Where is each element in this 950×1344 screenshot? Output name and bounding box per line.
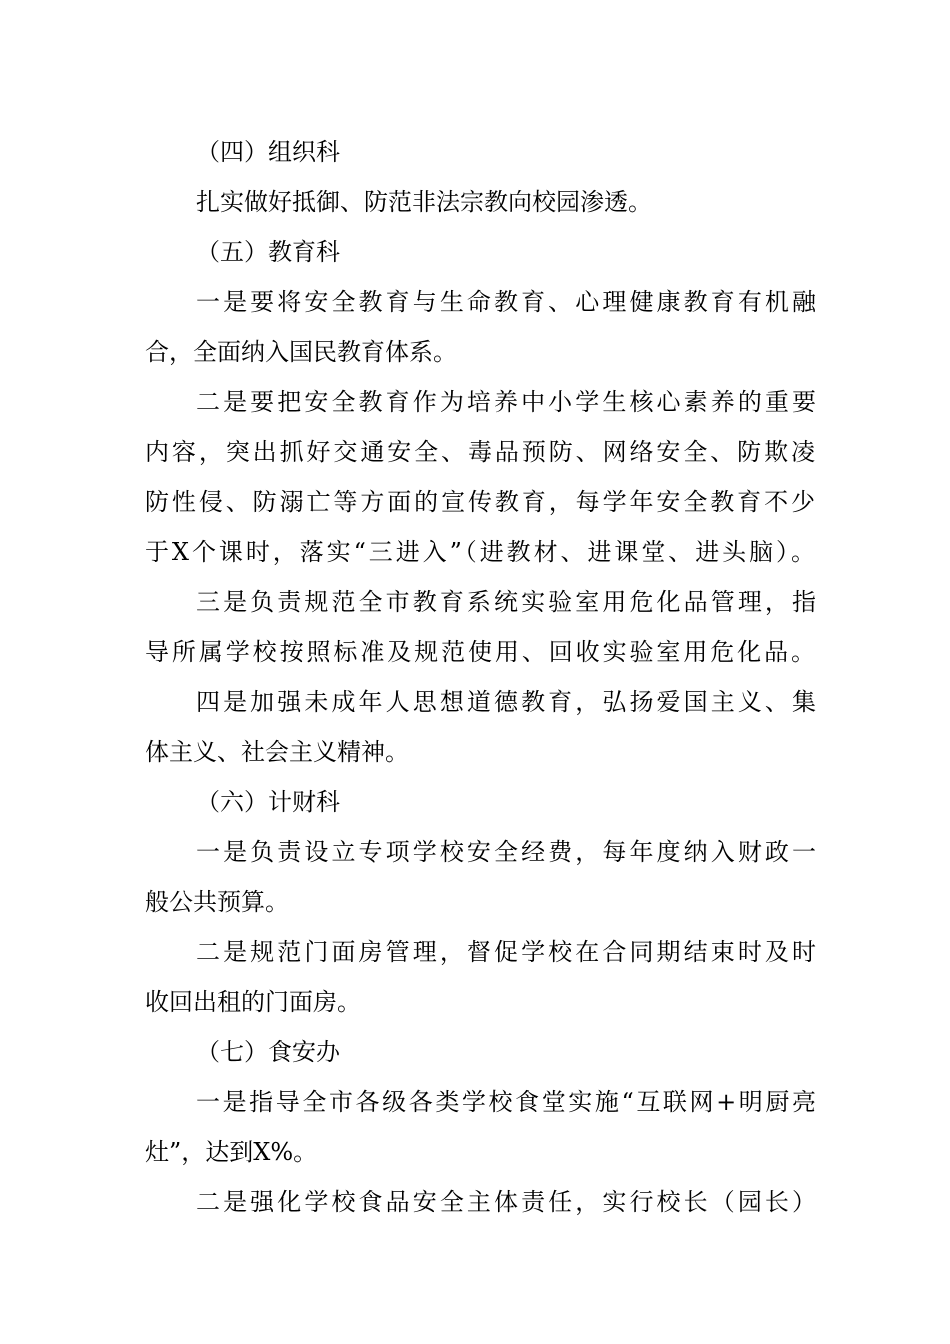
paragraph-line: 二是要把安全教育作为培养中小学生核心素养的重要 [196, 388, 816, 416]
paragraph-line: 一是指导全市各级各类学校食堂实施“互联网+明厨亮 [196, 1088, 816, 1116]
paragraph-line: 合，全面纳入国民教育体系。 [145, 338, 457, 366]
section-heading-finance: （六）计财科 [196, 788, 340, 816]
section-heading-organization: （四）组织科 [196, 138, 340, 166]
section-heading-food-safety: （七）食安办 [196, 1038, 340, 1066]
paragraph-line: 四是加强未成年人思想道德教育，弘扬爱国主义、集 [196, 688, 816, 716]
paragraph-line: 二是规范门面房管理，督促学校在合同期结束时及时 [196, 938, 816, 966]
paragraph-line: 灶”，达到X%。 [145, 1138, 318, 1166]
paragraph-line: 二是强化学校食品安全主体责任，实行校长（园长） [196, 1188, 816, 1216]
paragraph-line: 防性侵、防溺亡等方面的宣传教育，每学年安全教育不少 [145, 488, 815, 516]
paragraph-line: 三是负责规范全市教育系统实验室用危化品管理，指 [196, 588, 816, 616]
section-heading-education: （五）教育科 [196, 238, 340, 266]
paragraph-line: 一是要将安全教育与生命教育、心理健康教育有机融 [196, 288, 816, 316]
paragraph-line: 般公共预算。 [145, 888, 289, 916]
paragraph-line: 体主义、社会主义精神。 [145, 738, 409, 766]
paragraph-line: 内容，突出抓好交通安全、毒品预防、网络安全、防欺凌 [145, 438, 815, 466]
paragraph-line: 收回出租的门面房。 [145, 988, 361, 1016]
paragraph-line: 一是负责设立专项学校安全经费，每年度纳入财政一 [196, 838, 816, 866]
paragraph-line: 扎实做好抵御、防范非法宗教向校园渗透。 [196, 188, 652, 216]
paragraph-line: 导所属学校按照标准及规范使用、回收实验室用危化品。 [145, 638, 815, 666]
paragraph-line: 于X个课时，落实“三进入”（进教材、进课堂、进头脑）。 [145, 538, 815, 566]
